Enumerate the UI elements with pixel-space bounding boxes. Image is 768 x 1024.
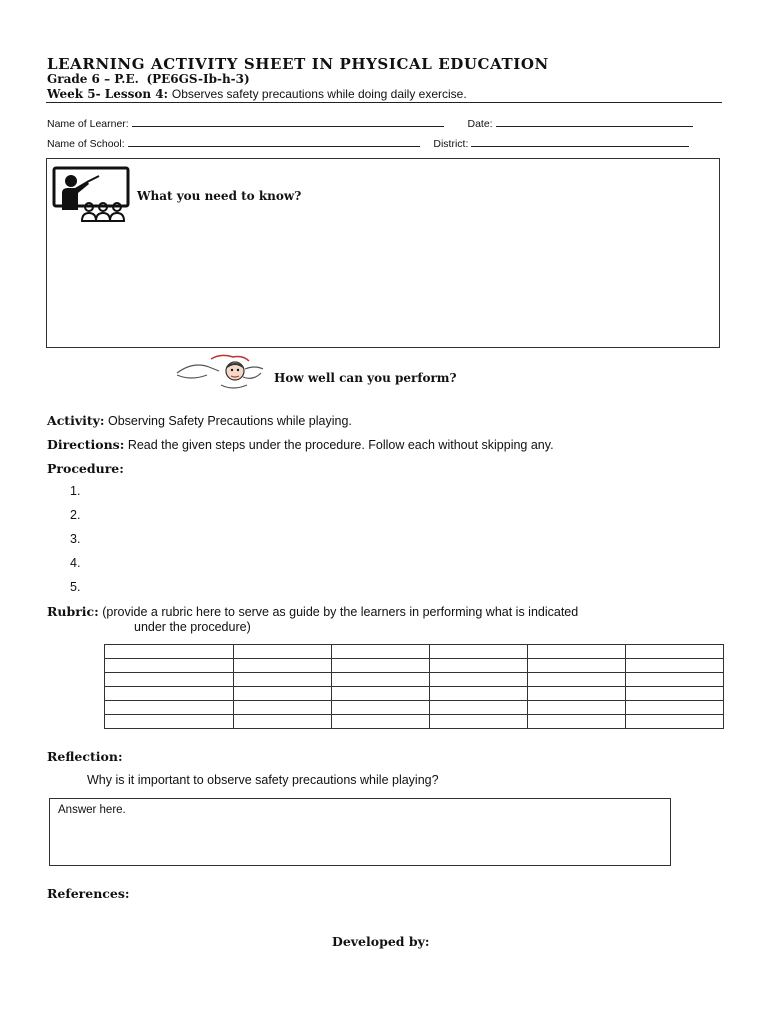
table-cell[interactable] [626,687,724,701]
district-label: District: [433,138,469,150]
table-cell[interactable] [430,673,528,687]
learner-row [47,116,693,130]
answer-box[interactable] [49,798,671,866]
table-row [105,645,724,659]
table-row [105,687,724,701]
table-cell[interactable] [105,715,234,729]
procedure-label: Procedure: [47,461,124,476]
table-cell[interactable] [528,715,626,729]
header-divider [46,102,722,103]
date-label: Date: [467,118,493,130]
table-cell[interactable] [332,687,430,701]
table-cell[interactable] [234,645,332,659]
activity-line [47,413,352,428]
table-cell[interactable] [626,659,724,673]
table-cell[interactable] [234,715,332,729]
table-cell[interactable] [105,701,234,715]
table-cell[interactable] [528,701,626,715]
procedure-item: 3. [70,532,81,546]
table-cell[interactable] [332,715,430,729]
week-text: Observes safety precautions while doing daily exercise. [171,87,467,101]
table-cell[interactable] [430,701,528,715]
table-cell[interactable] [626,645,724,659]
developed-by-label: Developed by: [332,934,430,949]
table-cell[interactable] [105,673,234,687]
table-cell[interactable] [234,673,332,687]
learner-field[interactable] [132,116,444,127]
rubric-label: Rubric: [47,604,99,619]
table-cell[interactable] [626,715,724,729]
grade-code: (PE6GS-Ib-h-3) [146,72,250,86]
table-cell[interactable] [234,701,332,715]
grade-line [47,72,250,86]
reflection-question: Why is it important to observe safety precautions while playing? [87,773,439,787]
table-cell[interactable] [626,673,724,687]
table-cell[interactable] [528,687,626,701]
rubric-table [104,644,724,729]
table-cell[interactable] [105,659,234,673]
table-cell[interactable] [234,687,332,701]
table-cell[interactable] [105,645,234,659]
activity-label: Activity: [47,413,105,428]
procedure-item: 4. [70,556,81,570]
grade-label: Grade 6 – P.E. [47,72,139,86]
rubric-line [47,604,578,619]
stretching-person-icon [173,351,271,395]
procedure-item: 1. [70,484,81,498]
table-cell[interactable] [332,659,430,673]
table-cell[interactable] [332,645,430,659]
rubric-text-line1: (provide a rubric here to serve as guide by the learners in performing what is indicated [102,605,579,619]
rubric-text-line2: under the procedure) [134,620,251,634]
week-label: Week 5- Lesson 4: [47,87,169,101]
perform-section-title: How well can you perform? [274,371,457,385]
reflection-label: Reflection: [47,749,123,764]
references-label: References: [47,886,130,901]
school-label: Name of School: [47,138,125,150]
procedure-item: 5. [70,580,81,594]
know-section-box [46,158,720,348]
table-cell[interactable] [332,701,430,715]
table-cell[interactable] [528,673,626,687]
table-cell[interactable] [430,687,528,701]
teacher-presentation-icon [51,165,133,225]
school-row [47,136,689,150]
table-cell[interactable] [528,645,626,659]
activity-text: Observing Safety Precautions while playing. [107,414,352,428]
table-cell[interactable] [430,659,528,673]
district-field[interactable] [471,136,689,147]
school-field[interactable] [128,136,420,147]
table-cell[interactable] [105,687,234,701]
directions-text: Read the given steps under the procedure. Follow each without skipping any. [127,438,554,452]
table-cell[interactable] [430,645,528,659]
table-cell[interactable] [332,673,430,687]
table-cell[interactable] [234,659,332,673]
table-row [105,659,724,673]
learner-label: Name of Learner: [47,118,129,130]
answer-placeholder: Answer here. [58,804,126,816]
table-row [105,673,724,687]
know-section-title: What you need to know? [137,189,302,203]
table-cell[interactable] [430,715,528,729]
directions-label: Directions: [47,437,125,452]
table-row [105,701,724,715]
procedure-list [70,484,80,604]
week-line [47,87,467,101]
page-title: LEARNING ACTIVITY SHEET IN PHYSICAL EDUCATION [47,55,549,73]
table-cell[interactable] [528,659,626,673]
directions-line [47,437,554,452]
table-cell[interactable] [626,701,724,715]
procedure-item: 2. [70,508,81,522]
table-row [105,715,724,729]
date-field[interactable] [496,116,693,127]
